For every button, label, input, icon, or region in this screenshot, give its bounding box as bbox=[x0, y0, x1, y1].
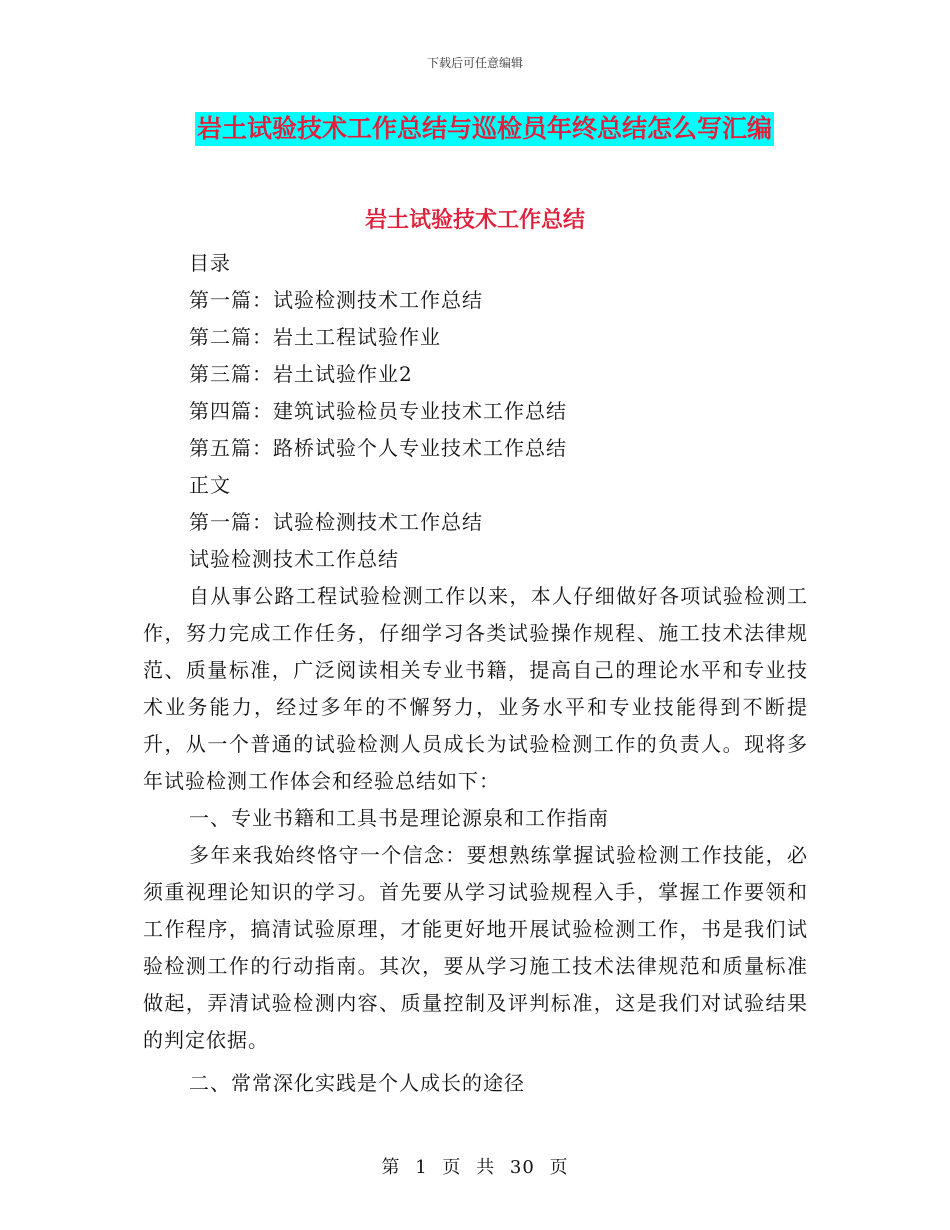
body-paragraph: 自从事公路工程试验检测工作以来，本人仔细做好各项试验检测工作，努力完成工作任务，仔细学习各类试验操作规程、施工技术法律规范、质量标准，广泛阅读相关专业书籍，提高自己的理论水平和专业技术业务能力，经过多年的不懈努力，业务水平和专业技能得到不断提升，从一个普通的试验检测人员成长为试验检测工作的负责人。现将多年试验检测工作体会和经验总结如下： bbox=[143, 584, 808, 793]
footer-page-unit: 页 bbox=[442, 1157, 462, 1178]
toc-item: 第五篇：路桥试验个人专业技术工作总结 bbox=[189, 436, 567, 460]
section-heading: 二、常常深化实践是个人成长的途径 bbox=[189, 1071, 525, 1095]
body-heading: 正文 bbox=[189, 473, 231, 497]
body-paragraph: 多年来我始终恪守一个信念：要想熟练掌握试验检测工作技能，必须重视理论知识的学习。首先要从学习试验规程入手，掌握工作要领和工作程序，搞清试验原理，才能更好地开展试验检测工作，书是我们试验检测工作的行动指南。其次，要从学习施工技术法律规范和质量标准做起，弄清试验检测内容、质量控制及评判标准，这是我们对试验结果的判定依据。 bbox=[143, 843, 808, 1052]
current-page-number: 1 bbox=[415, 1157, 428, 1178]
toc-heading: 目录 bbox=[189, 251, 231, 275]
chapter-title: 第一篇：试验检测技术工作总结 bbox=[189, 510, 483, 534]
footer-total-unit: 页 bbox=[549, 1157, 569, 1178]
document-sub-title: 岩土试验技术工作总结 bbox=[364, 208, 585, 233]
page-footer bbox=[0, 1153, 950, 1179]
footer-prefix: 第 bbox=[381, 1157, 401, 1178]
footer-total-prefix: 共 bbox=[476, 1157, 496, 1178]
article-title: 试验检测技术工作总结 bbox=[189, 547, 399, 571]
header-note: 下载后可任意编辑 bbox=[426, 56, 523, 70]
document-content bbox=[143, 245, 808, 1102]
toc-item: 第三篇：岩土试验作业2 bbox=[189, 362, 413, 386]
total-page-count: 30 bbox=[509, 1157, 535, 1178]
section-heading: 一、专业书籍和工具书是理论源泉和工作指南 bbox=[189, 806, 609, 830]
document-main-title: 岩土试验技术工作总结与巡检员年终总结怎么写汇编 bbox=[195, 112, 774, 146]
toc-item: 第四篇：建筑试验检员专业技术工作总结 bbox=[189, 399, 567, 423]
toc-item: 第一篇：试验检测技术工作总结 bbox=[189, 288, 483, 312]
toc-item: 第二篇：岩土工程试验作业 bbox=[189, 325, 441, 349]
